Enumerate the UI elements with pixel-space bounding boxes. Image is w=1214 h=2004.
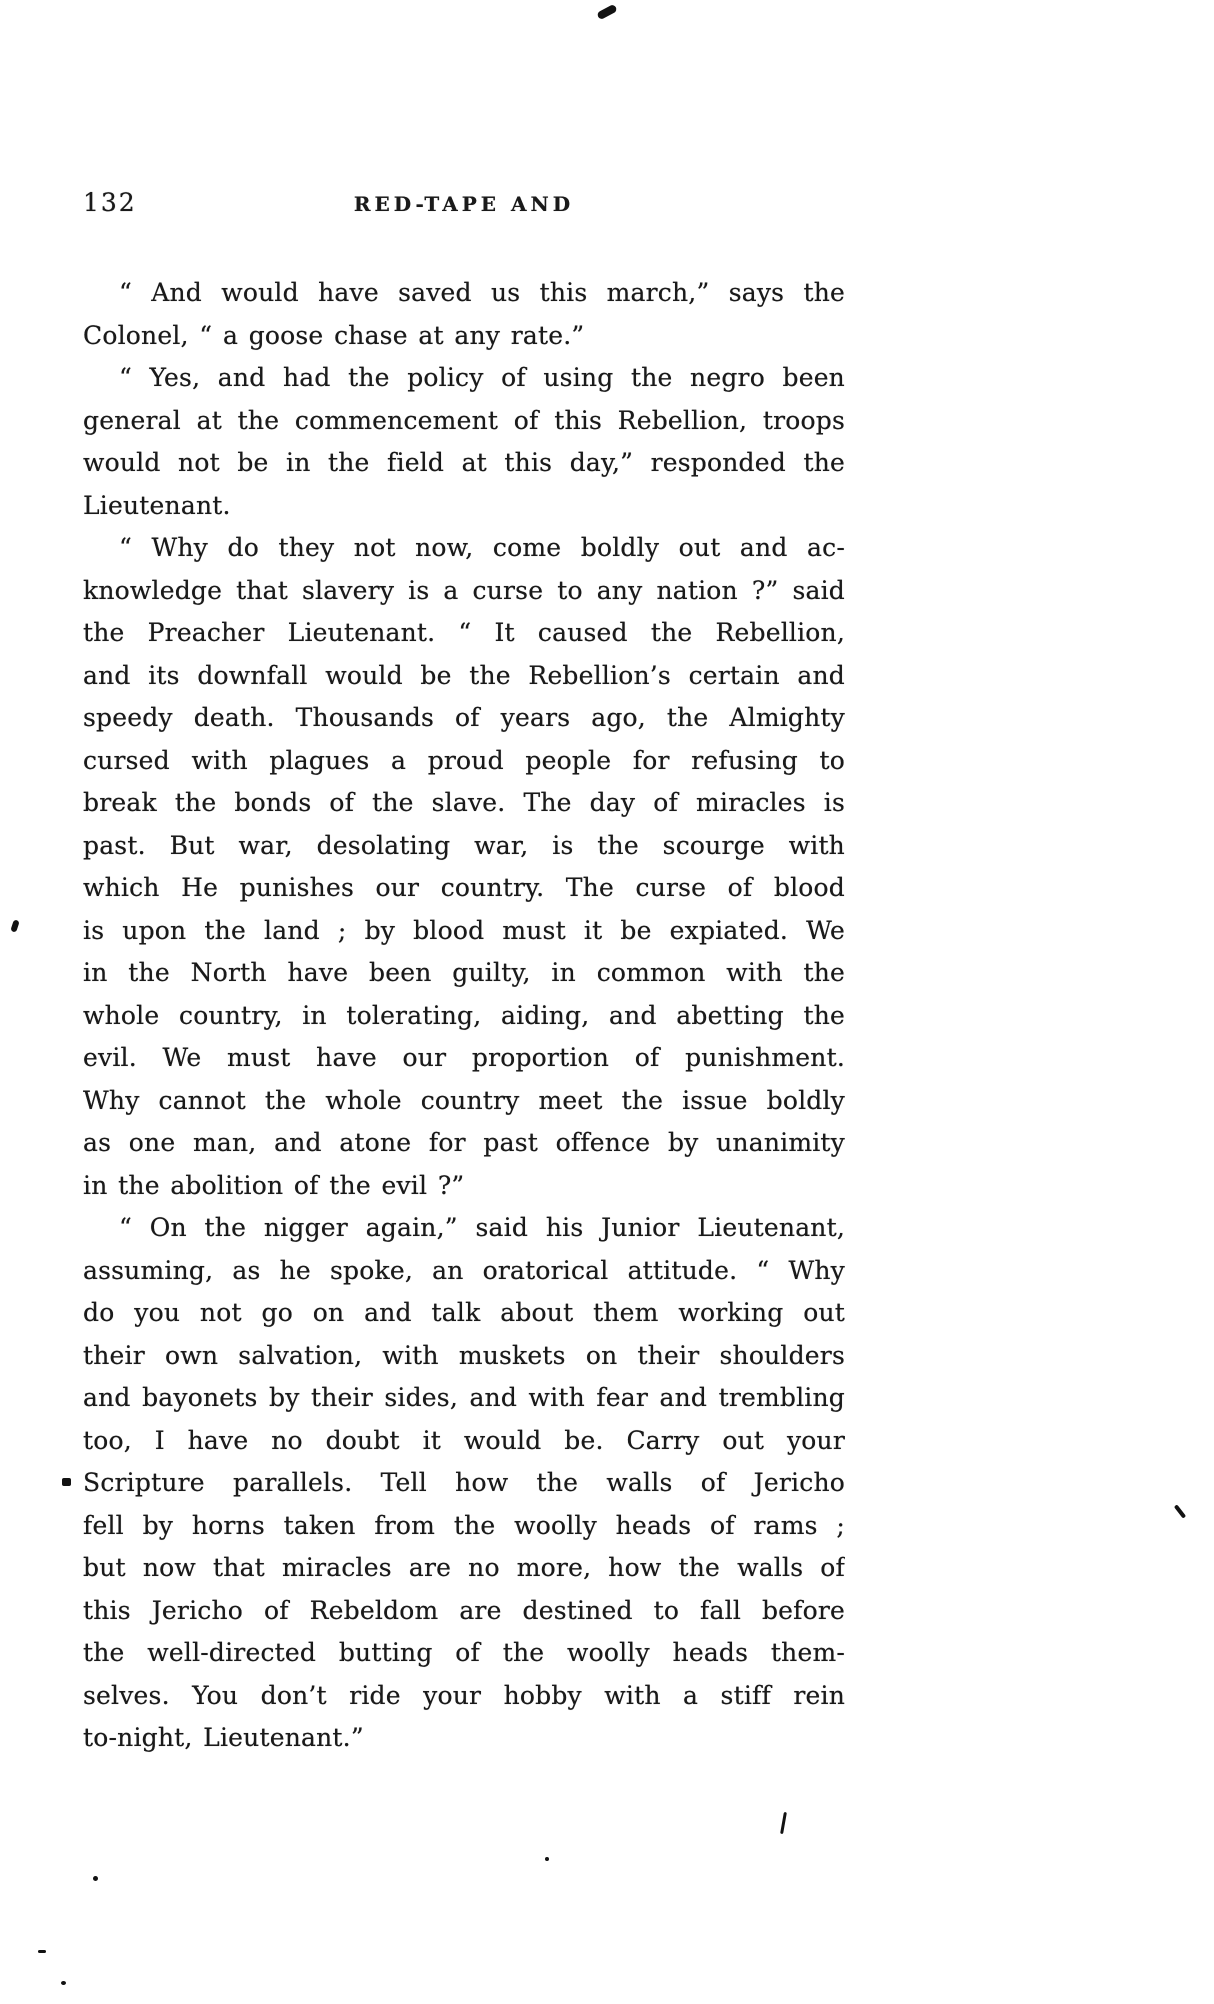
text-line: is upon the land ; by blood must it be expiated. We bbox=[83, 915, 845, 945]
text-line: to-night, Lieutenant.” bbox=[83, 1723, 364, 1752]
text-line: whole country, in tolerating, aiding, and abetting the bbox=[83, 1000, 845, 1030]
ink-speck bbox=[93, 1876, 98, 1881]
text-line: would not be in the field at this day,” responded the bbox=[83, 448, 845, 477]
text-line: which He punishes our country. The curse of blood bbox=[83, 873, 845, 902]
ink-speck bbox=[1174, 1504, 1186, 1518]
text-line: do you not go on and talk about them working out bbox=[83, 1298, 845, 1327]
text-line: as one man, and atone for past offence by unanimity bbox=[83, 1128, 845, 1157]
page-number: 132 bbox=[83, 188, 137, 217]
text-line: evil. We must have our proportion of punishment. bbox=[83, 1043, 845, 1072]
running-header: RED-TAPE AND bbox=[353, 192, 575, 216]
paragraph bbox=[83, 1207, 845, 1760]
paragraph bbox=[83, 527, 845, 1207]
text-line: “ Why do they not now, come boldly out and ac- bbox=[119, 533, 845, 562]
ink-speck bbox=[62, 1478, 71, 1486]
text-line: in the North have been guilty, in common with the bbox=[83, 958, 845, 987]
text-line: too, I have no doubt it would be. Carry out your bbox=[83, 1425, 845, 1455]
text-line: and bayonets by their sides, and with fear and trembling bbox=[83, 1383, 845, 1412]
text-line: and its downfall would be the Rebellion’s certain and bbox=[83, 660, 845, 690]
text-line: “ And would have saved us this march,” says the bbox=[119, 278, 845, 307]
paragraph bbox=[83, 357, 845, 527]
text-line: in the abolition of the evil ?” bbox=[83, 1170, 465, 1200]
ink-speck bbox=[10, 919, 19, 932]
body-text bbox=[83, 272, 845, 1760]
text-line: knowledge that slavery is a curse to any nation ?” said bbox=[83, 575, 845, 605]
text-line: but now that miracles are no more, how the walls of bbox=[83, 1553, 845, 1582]
text-line: speedy death. Thousands of years ago, the Almighty bbox=[83, 703, 845, 732]
text-line: fell by horns taken from the woolly heads of rams ; bbox=[83, 1510, 845, 1540]
text-line: past. But war, desolating war, is the scourge with bbox=[83, 830, 845, 860]
running-head bbox=[83, 188, 845, 220]
text-line: the well-directed butting of the woolly heads them- bbox=[83, 1638, 845, 1667]
text-line: break the bonds of the slave. The day of miracles is bbox=[83, 788, 845, 817]
ink-speck bbox=[596, 4, 617, 20]
text-line: general at the commencement of this Rebellion, troops bbox=[83, 405, 845, 435]
text-line: “ Yes, and had the policy of using the negro been bbox=[119, 363, 845, 392]
text-line: Why cannot the whole country meet the issue boldly bbox=[83, 1085, 845, 1115]
ink-speck bbox=[780, 1812, 787, 1834]
text-line: Colonel, “ a goose chase at any rate.” bbox=[83, 320, 585, 350]
ink-speck bbox=[61, 1981, 66, 1985]
text-line: “ On the nigger again,” said his Junior Lieutenant, bbox=[119, 1213, 845, 1242]
text-line: the Preacher Lieutenant. “ It caused the Rebellion, bbox=[83, 618, 845, 647]
text-line: this Jericho of Rebeldom are destined to fall before bbox=[83, 1595, 845, 1625]
text-line: Lieutenant. bbox=[83, 490, 231, 520]
text-line: assuming, as he spoke, an oratorical attitude. “ Why bbox=[83, 1255, 845, 1285]
paragraph bbox=[83, 272, 845, 357]
text-line: cursed with plagues a proud people for refusing to bbox=[83, 745, 845, 775]
text-line: their own salvation, with muskets on their shoulders bbox=[83, 1340, 845, 1370]
text-line: selves. You don’t ride your hobby with a stiff rein bbox=[83, 1680, 845, 1710]
text-line: Scripture parallels. Tell how the walls of Jericho bbox=[83, 1468, 845, 1497]
ink-speck bbox=[38, 1950, 46, 1953]
ink-speck bbox=[545, 1857, 549, 1861]
